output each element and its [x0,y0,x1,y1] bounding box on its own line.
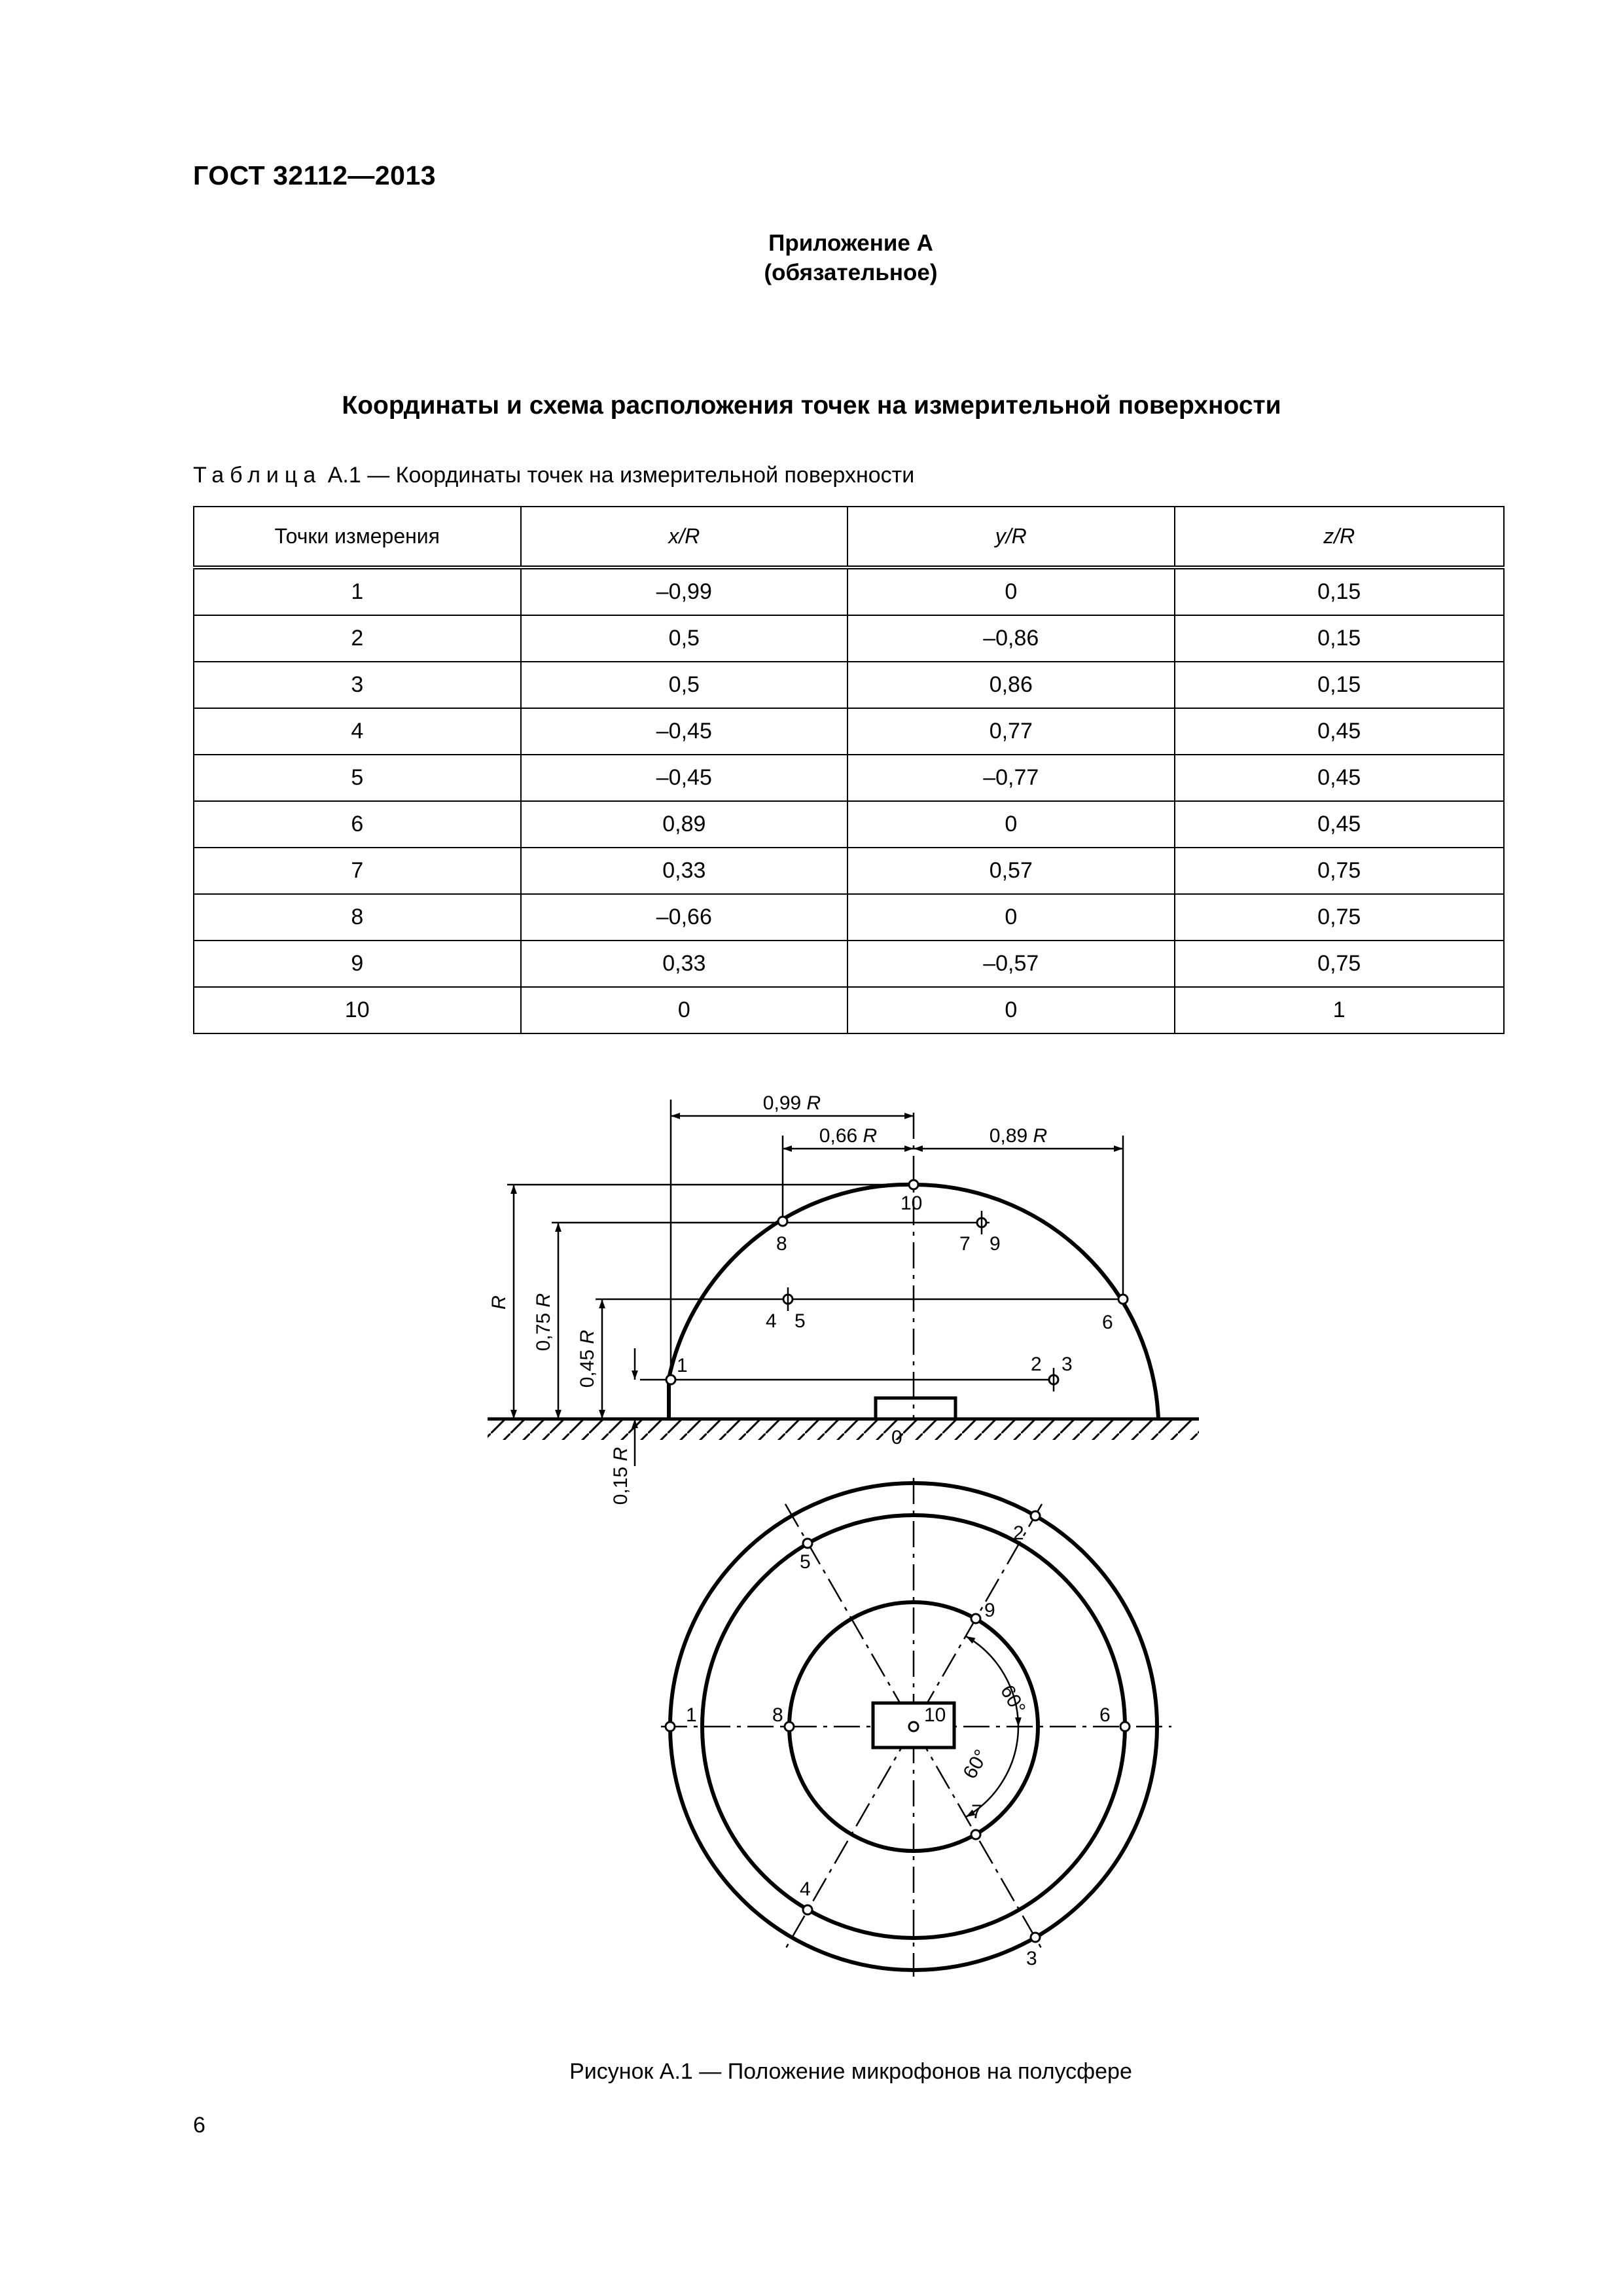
elev-label-7: 7 [959,1233,971,1255]
table-caption-prefix: Таблица [193,463,322,488]
cell-x: 0,33 [521,941,847,987]
plan-label-10: 10 [924,1704,946,1726]
cell-y: 0,57 [847,848,1174,894]
dim-label-015R: 0,15 R [610,1446,632,1505]
header-z: z/R [1175,507,1504,567]
cell-point: 2 [194,615,521,662]
plan-point-9 [971,1614,980,1623]
plan-label-7: 7 [971,1801,982,1823]
cell-y: 0 [847,987,1174,1033]
header-y: y/R [847,507,1174,567]
elev-label-2: 2 [1031,1354,1042,1375]
cell-point: 6 [194,801,521,848]
cell-point: 5 [194,755,521,801]
elev-label-9: 9 [990,1233,1001,1255]
cell-y: –0,86 [847,615,1174,662]
cell-point: 8 [194,894,521,941]
dim-label-066: 0,66 R [819,1125,878,1147]
plan-point-1 [666,1722,675,1731]
cell-y: 0,86 [847,662,1174,708]
plan-label-8: 8 [772,1704,783,1726]
plan-label-1: 1 [686,1704,697,1726]
plan-label-4: 4 [800,1878,811,1900]
cell-point: 10 [194,987,521,1033]
elev-label-8: 8 [776,1233,787,1255]
elev-point-8 [778,1217,787,1226]
elev-label-1: 1 [677,1355,688,1376]
cell-x: 0,5 [521,662,847,708]
cell-point: 4 [194,708,521,755]
cell-y: –0,77 [847,755,1174,801]
cell-z: 0,15 [1175,615,1504,662]
cell-x: –0,99 [521,567,847,615]
elev-label-4: 4 [766,1310,777,1332]
cell-z: 0,45 [1175,801,1504,848]
elev-point-1 [666,1375,675,1384]
cell-z: 0,45 [1175,708,1504,755]
cell-y: 0 [847,801,1174,848]
elev-point-10 [909,1180,918,1189]
plan-point-10 [909,1722,918,1731]
cell-y: –0,57 [847,941,1174,987]
elev-label-10: 10 [901,1193,923,1214]
cell-x: 0 [521,987,847,1033]
dim-label-075R: 0,75 R [533,1293,554,1352]
appendix-status: (обязательное) [764,260,938,285]
cell-point: 1 [194,567,521,615]
elev-label-5: 5 [794,1310,806,1332]
cell-point: 3 [194,662,521,708]
angle-label-upper: 60° [995,1681,1030,1718]
dim-label-R: R [488,1295,510,1310]
cell-z: 0,75 [1175,941,1504,987]
angle-label-lower: 60° [959,1746,993,1783]
ground-hatching [488,1420,1199,1440]
cell-z: 0,45 [1175,755,1504,801]
section-title: Координаты и схема расположения точек на измерительной поверхности [342,391,1281,420]
cell-x: –0,45 [521,708,847,755]
appendix-title: Приложение А [768,230,933,256]
plan-label-3: 3 [1026,1948,1037,1969]
cell-y: 0 [847,567,1174,615]
dim-label-045R: 0,45 R [577,1329,598,1388]
elev-label-6: 6 [1102,1312,1113,1333]
plan-point-2 [1031,1511,1040,1520]
cell-y: 0,77 [847,708,1174,755]
figure-caption: Рисунок А.1 — Положение микрофонов на полусфере [569,2059,1132,2084]
plan-view [661,1478,1171,1977]
sound-source-box [876,1398,955,1419]
plan-point-6 [1120,1722,1130,1731]
elev-point-6 [1118,1295,1128,1304]
plan-point-4 [803,1905,812,1914]
cell-x: –0,45 [521,755,847,801]
cell-z: 0,75 [1175,848,1504,894]
header-points: Точки измерения [194,507,521,567]
cell-x: 0,5 [521,615,847,662]
plan-label-6: 6 [1099,1704,1111,1726]
cell-z: 1 [1175,987,1504,1033]
plan-label-9: 9 [984,1600,995,1621]
cell-point: 7 [194,848,521,894]
elev-label-3: 3 [1061,1354,1073,1375]
cell-z: 0,15 [1175,567,1504,615]
dim-label-089: 0,89 R [989,1125,1048,1147]
plan-point-7 [971,1830,980,1839]
origin-label: 0 [891,1427,902,1448]
dim-label-099: 0,99 R [762,1092,821,1114]
cell-x: 0,89 [521,801,847,848]
plan-label-5: 5 [800,1551,811,1573]
plan-label-2: 2 [1013,1522,1024,1544]
cell-y: 0 [847,894,1174,941]
document-header: ГОСТ 32112—2013 [193,160,437,190]
header-x: x/R [521,507,847,567]
cell-point: 9 [194,941,521,987]
plan-point-3 [1031,1933,1040,1942]
elevation-view [488,1100,1199,1466]
plan-point-5 [803,1539,812,1548]
table-caption-text: А.1 — Координаты точек на измерительной поверхности [321,463,915,488]
cell-z: 0,15 [1175,662,1504,708]
cell-z: 0,75 [1175,894,1504,941]
cell-x: –0,66 [521,894,847,941]
page-number: 6 [193,2113,205,2138]
cell-x: 0,33 [521,848,847,894]
plan-point-8 [785,1722,794,1731]
